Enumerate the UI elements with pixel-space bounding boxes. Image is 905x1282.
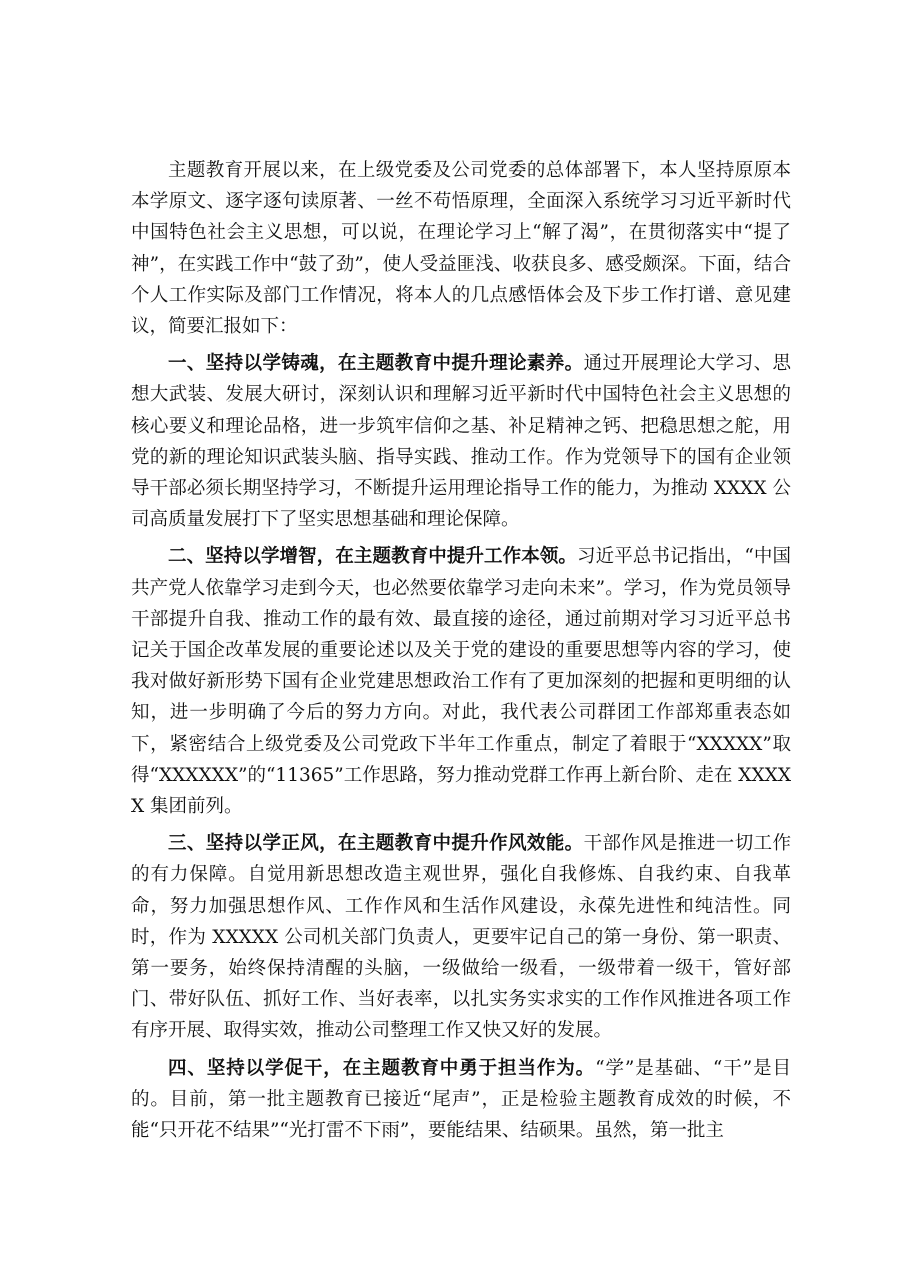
paragraph-text: 通过开展理论大学习、思想大武装、发展大研讨，深刻认识和理解习近平新时代中国特色社会主义思想的核心要义和理论品格，进一步筑牢信仰之基、补足精神之钙、把稳思想之舵，用党的新的理论知识武装头脑、指导实践、推动工作。作为党领导下的国有企业领导干部必须长期坚持学习，不断提升运用理论指导工作的能力，为推动 XXXX 公司高质量发展打下了坚实思想基础和理论保障。 <box>131 353 791 531</box>
paragraph-text: “学”是基础、“干”是目的。目前，第一批主题教育已接近“尾声”，正是检验主题教育成效的时候，不能“只开花不结果”“光打雷不下雨”，要能结果、结硕果。虽然，第一批主 <box>131 1057 791 1142</box>
section-2-paragraph <box>131 541 791 822</box>
intro-paragraph <box>131 155 791 342</box>
paragraph-text: 干部作风是推进一切工作的有力保障。自觉用新思想改造主观世界，强化自我修炼、自我约束、自我革命，努力加强思想作风、工作作风和生活作风建设，永葆先进性和纯洁性。同时，作为 XXXXX 公司机关部门负责人，更要牢记自己的第一身份、第一职责、第一要务，始终保持清醒的头脑，一级做给一级看，一级带着一级干，管好部门、带好队伍、抓好工作、当好表率，以扎实务实求实的工作作风推进各项工作有序开展、取得实效，推动公司整理工作又快又好的发展。 <box>131 833 791 1042</box>
document-body <box>131 155 791 1152</box>
section-3-paragraph <box>131 828 791 1046</box>
section-1-paragraph <box>131 348 791 535</box>
paragraph-text: 习近平总书记指出，“中国共产党人依靠学习走到今天，也必然要依靠学习走向未来”。学习，作为党员领导干部提升自我、推动工作的最有效、最直接的途径，通过前期对学习习近平总书记关于国企改革发展的重要论述以及关于党的建设的重要思想等内容的学习，使我对做好新形势下国有企业党建思想政治工作有了更加深刻的把握和更明细的认知，进一步明确了今后的努力方向。对此，我代表公司群团工作部郑重表态如下，紧密结合上级党委及公司党政下半年工作重点，制定了着眼于“XXXXX”取得“XXXXXX”的“11365”工作思路，努力推动党群工作再上新台阶、走在 XXXXX 集团前列。 <box>131 546 791 818</box>
paragraph-text: 主题教育开展以来，在上级党委及公司党委的总体部署下，本人坚持原原本本学原文、逐字逐句读原著、一丝不苟悟原理，全面深入系统学习习近平新时代中国特色社会主义思想，可以说，在理论学习上“解了渴”，在贯彻落实中“提了神”，在实践工作中“鼓了劲”，使人受益匪浅、收获良多、感受颇深。下面，结合个人工作实际及部门工作情况，将本人的几点感悟体会及下步工作打谱、意见建议，简要汇报如下： <box>131 160 791 338</box>
section-2-heading: 二、坚持以学增智，在主题教育中提升工作本领。 <box>168 546 578 568</box>
section-4-paragraph <box>131 1053 791 1147</box>
section-4-heading: 四、坚持以学促干，在主题教育中勇于担当作为。 <box>168 1057 596 1079</box>
section-3-heading: 三、坚持以学正风，在主题教育中提升作风效能。 <box>168 833 584 855</box>
section-1-heading: 一、坚持以学铸魂，在主题教育中提升理论素养。 <box>168 353 584 375</box>
